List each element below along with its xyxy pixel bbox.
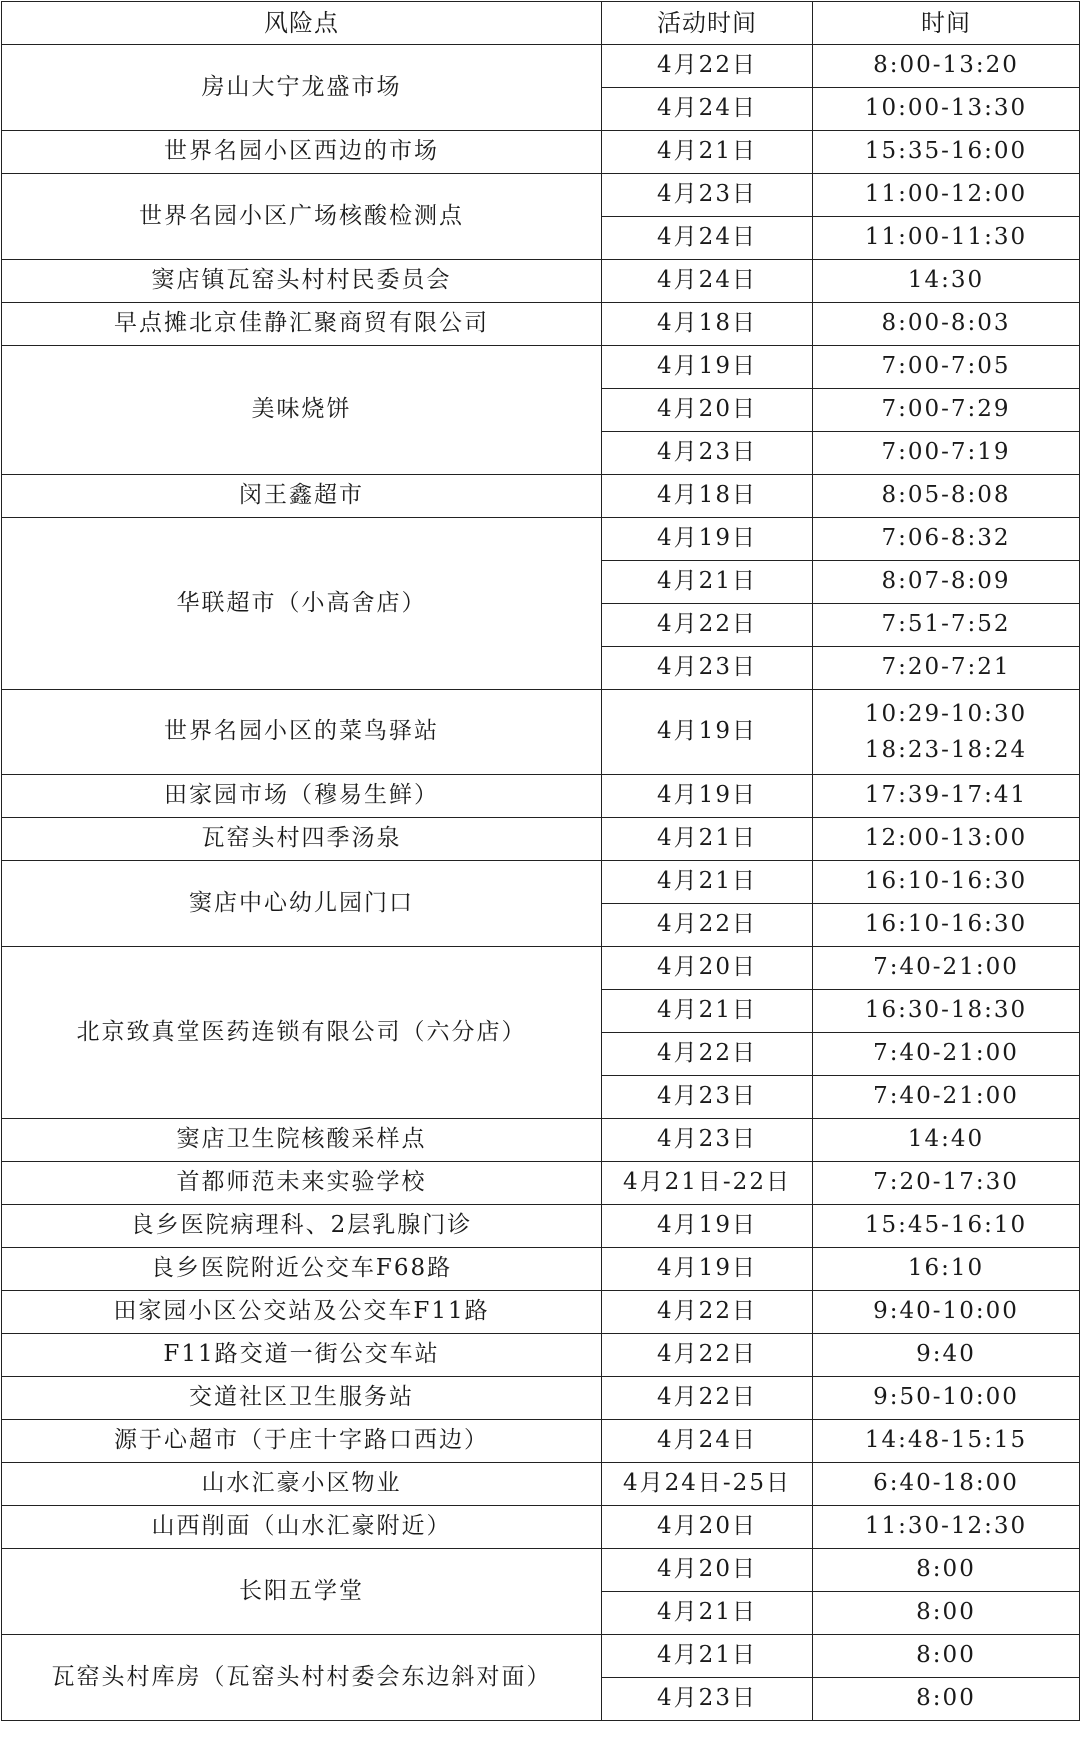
activity-date-cell: 4月23日 bbox=[602, 647, 813, 690]
activity-date-cell: 4月18日 bbox=[602, 475, 813, 518]
activity-date-cell: 4月23日 bbox=[602, 1076, 813, 1119]
table-row bbox=[2, 1162, 1080, 1205]
time-cell: 8:00-8:03 bbox=[813, 303, 1080, 346]
time-cell: 16:10-16:30 bbox=[813, 904, 1080, 947]
risk-location-cell: 北京致真堂医药连锁有限公司（六分店） bbox=[2, 947, 602, 1119]
activity-date-cell: 4月19日 bbox=[602, 518, 813, 561]
time-cell: 7:00-7:29 bbox=[813, 389, 1080, 432]
risk-location-cell: 良乡医院病理科、2层乳腺门诊 bbox=[2, 1205, 602, 1248]
table-row bbox=[2, 861, 1080, 904]
activity-date-cell: 4月22日 bbox=[602, 1334, 813, 1377]
time-range-line: 18:23-18:24 bbox=[864, 737, 1028, 763]
activity-date-cell: 4月21日 bbox=[602, 561, 813, 604]
time-cell: 7:40-21:00 bbox=[813, 947, 1080, 990]
time-cell: 7:20-7:21 bbox=[813, 647, 1080, 690]
activity-date-cell: 4月21日-22日 bbox=[602, 1162, 813, 1205]
risk-location-cell: 田家园市场（穆易生鲜） bbox=[2, 775, 602, 818]
table-body bbox=[2, 45, 1080, 1721]
activity-date-cell: 4月22日 bbox=[602, 1377, 813, 1420]
time-cell: 7:40-21:00 bbox=[813, 1076, 1080, 1119]
time-cell: 7:06-8:32 bbox=[813, 518, 1080, 561]
time-cell: 8:07-8:09 bbox=[813, 561, 1080, 604]
time-cell: 9:50-10:00 bbox=[813, 1377, 1080, 1420]
risk-location-cell: 房山大宁龙盛市场 bbox=[2, 45, 602, 131]
risk-location-cell: 世界名园小区广场核酸检测点 bbox=[2, 174, 602, 260]
time-cell: 14:40 bbox=[813, 1119, 1080, 1162]
risk-location-cell: 世界名园小区西边的市场 bbox=[2, 131, 602, 174]
activity-date-cell: 4月22日 bbox=[602, 1033, 813, 1076]
time-cell: 16:10 bbox=[813, 1248, 1080, 1291]
table-row bbox=[2, 131, 1080, 174]
risk-location-cell: 世界名园小区的菜鸟驿站 bbox=[2, 690, 602, 775]
time-cell: 15:45-16:10 bbox=[813, 1205, 1080, 1248]
table-row bbox=[2, 1119, 1080, 1162]
activity-date-cell: 4月19日 bbox=[602, 1248, 813, 1291]
table-row bbox=[2, 1635, 1080, 1678]
time-cell: 8:00 bbox=[813, 1635, 1080, 1678]
time-cell: 9:40-10:00 bbox=[813, 1291, 1080, 1334]
table-row bbox=[2, 518, 1080, 561]
risk-location-cell: 窦店卫生院核酸采样点 bbox=[2, 1119, 602, 1162]
risk-location-cell: 长阳五学堂 bbox=[2, 1549, 602, 1635]
activity-date-cell: 4月20日 bbox=[602, 1506, 813, 1549]
time-cell: 7:51-7:52 bbox=[813, 604, 1080, 647]
time-cell: 11:00-12:00 bbox=[813, 174, 1080, 217]
risk-location-cell: 山水汇豪小区物业 bbox=[2, 1463, 602, 1506]
activity-date-cell: 4月19日 bbox=[602, 690, 813, 775]
activity-date-cell: 4月19日 bbox=[602, 775, 813, 818]
activity-date-cell: 4月18日 bbox=[602, 303, 813, 346]
time-cell: 7:40-21:00 bbox=[813, 1033, 1080, 1076]
risk-location-cell: 田家园小区公交站及公交车F11路 bbox=[2, 1291, 602, 1334]
risk-location-cell: 华联超市（小高舍店） bbox=[2, 518, 602, 690]
table-row bbox=[2, 1420, 1080, 1463]
activity-date-cell: 4月21日 bbox=[602, 1592, 813, 1635]
risk-location-cell: F11路交道一街公交车站 bbox=[2, 1334, 602, 1377]
time-cell: 7:20-17:30 bbox=[813, 1162, 1080, 1205]
table-row bbox=[2, 1506, 1080, 1549]
time-cell: 7:00-7:19 bbox=[813, 432, 1080, 475]
activity-date-cell: 4月23日 bbox=[602, 1678, 813, 1721]
risk-location-cell: 交道社区卫生服务站 bbox=[2, 1377, 602, 1420]
table-row bbox=[2, 260, 1080, 303]
header-risk-location: 风险点 bbox=[2, 2, 602, 45]
activity-date-cell: 4月19日 bbox=[602, 346, 813, 389]
time-cell: 17:39-17:41 bbox=[813, 775, 1080, 818]
table-row bbox=[2, 1248, 1080, 1291]
table-row bbox=[2, 346, 1080, 389]
time-cell: 8:00 bbox=[813, 1678, 1080, 1721]
header-time: 时间 bbox=[813, 2, 1080, 45]
activity-date-cell: 4月21日 bbox=[602, 861, 813, 904]
activity-date-cell: 4月24日 bbox=[602, 88, 813, 131]
activity-date-cell: 4月22日 bbox=[602, 1291, 813, 1334]
table-row bbox=[2, 947, 1080, 990]
risk-location-cell: 闵王鑫超市 bbox=[2, 475, 602, 518]
time-cell: 16:30-18:30 bbox=[813, 990, 1080, 1033]
table-row bbox=[2, 1334, 1080, 1377]
table-row bbox=[2, 1463, 1080, 1506]
activity-date-cell: 4月22日 bbox=[602, 904, 813, 947]
risk-location-table bbox=[1, 1, 1080, 1721]
time-cell: 14:30 bbox=[813, 260, 1080, 303]
table-row bbox=[2, 303, 1080, 346]
table-row bbox=[2, 174, 1080, 217]
header-activity-date: 活动时间 bbox=[602, 2, 813, 45]
time-cell: 16:10-16:30 bbox=[813, 861, 1080, 904]
risk-location-cell: 良乡医院附近公交车F68路 bbox=[2, 1248, 602, 1291]
time-cell bbox=[813, 690, 1080, 775]
table-row bbox=[2, 775, 1080, 818]
risk-location-cell: 窦店镇瓦窑头村村民委员会 bbox=[2, 260, 602, 303]
table-row bbox=[2, 818, 1080, 861]
time-cell: 11:00-11:30 bbox=[813, 217, 1080, 260]
time-cell: 6:40-18:00 bbox=[813, 1463, 1080, 1506]
activity-date-cell: 4月19日 bbox=[602, 1205, 813, 1248]
table-row bbox=[2, 1205, 1080, 1248]
activity-date-cell: 4月21日 bbox=[602, 131, 813, 174]
risk-location-cell: 山西削面（山水汇豪附近） bbox=[2, 1506, 602, 1549]
time-cell: 8:05-8:08 bbox=[813, 475, 1080, 518]
header-row bbox=[2, 2, 1080, 45]
activity-date-cell: 4月20日 bbox=[602, 947, 813, 990]
time-cell: 12:00-13:00 bbox=[813, 818, 1080, 861]
time-cell: 7:00-7:05 bbox=[813, 346, 1080, 389]
activity-date-cell: 4月21日 bbox=[602, 990, 813, 1033]
time-cell: 8:00 bbox=[813, 1549, 1080, 1592]
activity-date-cell: 4月24日-25日 bbox=[602, 1463, 813, 1506]
activity-date-cell: 4月23日 bbox=[602, 1119, 813, 1162]
activity-date-cell: 4月23日 bbox=[602, 174, 813, 217]
table-row bbox=[2, 475, 1080, 518]
table-row bbox=[2, 1549, 1080, 1592]
time-cell: 8:00-13:20 bbox=[813, 45, 1080, 88]
time-cell: 8:00 bbox=[813, 1592, 1080, 1635]
activity-date-cell: 4月20日 bbox=[602, 1549, 813, 1592]
activity-date-cell: 4月21日 bbox=[602, 1635, 813, 1678]
table-row bbox=[2, 1291, 1080, 1334]
risk-location-cell: 早点摊北京佳静汇聚商贸有限公司 bbox=[2, 303, 602, 346]
time-cell: 15:35-16:00 bbox=[813, 131, 1080, 174]
activity-date-cell: 4月23日 bbox=[602, 432, 813, 475]
risk-location-cell: 窦店中心幼儿园门口 bbox=[2, 861, 602, 947]
activity-date-cell: 4月21日 bbox=[602, 818, 813, 861]
time-cell: 10:00-13:30 bbox=[813, 88, 1080, 131]
risk-location-cell: 源于心超市（于庄十字路口西边） bbox=[2, 1420, 602, 1463]
activity-date-cell: 4月22日 bbox=[602, 45, 813, 88]
table-row bbox=[2, 690, 1080, 775]
table-row bbox=[2, 45, 1080, 88]
risk-location-cell: 美味烧饼 bbox=[2, 346, 602, 475]
activity-date-cell: 4月20日 bbox=[602, 389, 813, 432]
activity-date-cell: 4月24日 bbox=[602, 260, 813, 303]
time-cell: 9:40 bbox=[813, 1334, 1080, 1377]
time-cell: 14:48-15:15 bbox=[813, 1420, 1080, 1463]
activity-date-cell: 4月22日 bbox=[602, 604, 813, 647]
time-cell: 11:30-12:30 bbox=[813, 1506, 1080, 1549]
risk-location-cell: 首都师范未来实验学校 bbox=[2, 1162, 602, 1205]
time-range-line: 10:29-10:30 bbox=[864, 701, 1028, 727]
activity-date-cell: 4月24日 bbox=[602, 217, 813, 260]
table-row bbox=[2, 1377, 1080, 1420]
activity-date-cell: 4月24日 bbox=[602, 1420, 813, 1463]
risk-location-cell: 瓦窑头村四季汤泉 bbox=[2, 818, 602, 861]
risk-location-cell: 瓦窑头村库房（瓦窑头村村委会东边斜对面） bbox=[2, 1635, 602, 1721]
